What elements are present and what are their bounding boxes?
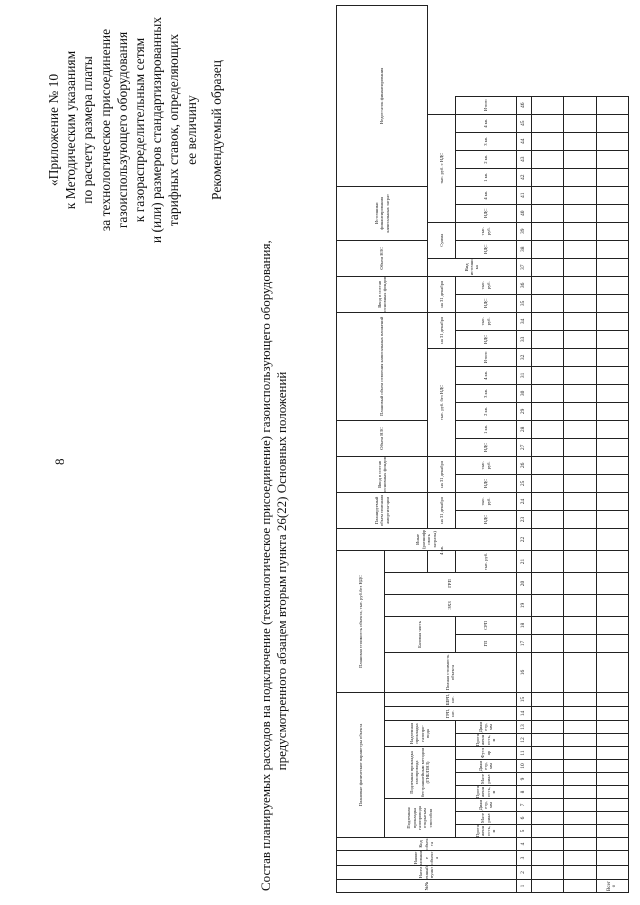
table-row (596, 6, 628, 893)
column-number: 22 (516, 528, 531, 550)
page-number: 8 (52, 458, 67, 465)
header-other: Иные (расшифровать затраты) (337, 528, 517, 550)
appendix-line: за технологическое присоединение (97, 28, 113, 232)
header-diameter: Диаметр, мм (455, 760, 516, 773)
header-above-ground: Надземная прокладка газопро-вода (384, 721, 455, 747)
header-sources: Источники финансирования капитальных затрат (337, 186, 428, 240)
header-diameter: Диаметр, мм (455, 721, 516, 734)
column-number: 12 (516, 734, 531, 747)
header-amortization: Планируемый объем списания амортиза-ции (337, 492, 428, 528)
header-vat: НДС (455, 438, 516, 456)
header-length: Протяженность, м (455, 825, 516, 838)
header-4q: 4 кв. (455, 186, 516, 204)
column-number: 26 (516, 456, 531, 474)
header-financing-gap: Недостаток финансирования (337, 6, 428, 187)
header-q2: 2 кв. (455, 150, 516, 168)
column-number: 11 (516, 747, 531, 760)
header-thousand-rub: тыс. руб. (455, 492, 516, 510)
column-number: 1 (516, 880, 531, 893)
header-fin-unit: тыс. руб. с НДС (427, 114, 455, 222)
header-open-trench: Подземная прокладка газопровода открытым способом (384, 799, 455, 838)
header-material: Материал (455, 812, 516, 825)
column-number: 45 (516, 114, 531, 132)
header-vat: НДС (455, 204, 516, 222)
header-thousand-rub: тыс. руб. (455, 276, 516, 294)
column-number: 41 (516, 186, 531, 204)
column-number: 24 (516, 492, 531, 510)
table-row (564, 6, 596, 893)
header-grp-short: ГРП (384, 573, 516, 595)
column-number: 8 (516, 786, 531, 799)
header-vat: НДС (455, 240, 516, 258)
header-shrp-count: ШРП, шт. (384, 693, 516, 707)
appendix-line: «Приложение № 10 (46, 73, 61, 187)
header-q3: 3 кв. (455, 132, 516, 150)
column-number: 7 (516, 799, 531, 812)
header-nzs-volume: Объем НЗС (337, 420, 428, 456)
column-number: 17 (516, 635, 531, 653)
title-line: предусмотренного абзацем вторым пункта 26(22) Основных положений (274, 371, 289, 771)
appendix-block (45, 10, 225, 250)
header-q3: 3 кв. (455, 384, 516, 402)
header-vat: НДС (455, 294, 516, 312)
header-dec31-d: на 31 декабря (427, 276, 455, 312)
column-number: 46 (516, 96, 531, 114)
column-number: 6 (516, 812, 531, 825)
header-trenchless: Подземная прокладка газопровода бестраншейным методом (ГНБ/ПНЗ) (384, 747, 455, 799)
header-base-part: Базовая часть (384, 617, 455, 653)
header-nzs-volume-2: Объем НЗС (337, 240, 428, 276)
column-number: 39 (516, 222, 531, 240)
column-number: 33 (516, 330, 531, 348)
header-4q: 4 кв. (427, 528, 455, 572)
header-q4: 4 кв. (455, 114, 516, 132)
header-q1: 1 кв. (455, 420, 516, 438)
header-total: Итого (455, 96, 516, 114)
column-number: 13 (516, 721, 531, 734)
header-dec31-c: на 31 декабря (427, 312, 455, 348)
column-number: 35 (516, 294, 531, 312)
column-number: 9 (516, 773, 531, 786)
column-number: 14 (516, 707, 531, 721)
header-grp-count: ГРП, шт. (384, 707, 516, 721)
header-source-type: Вид источника (427, 258, 516, 276)
header-number: №№ (337, 880, 517, 893)
header-material: Материал (455, 773, 516, 786)
column-number: 37 (516, 258, 531, 276)
column-number: 43 (516, 150, 531, 168)
column-number: 20 (516, 573, 531, 595)
column-number: 30 (516, 384, 531, 402)
column-number: 31 (516, 366, 531, 384)
appendix-line: к Методическим указаниям (63, 50, 79, 210)
header-dec31-b: на 31 декабря (427, 456, 455, 492)
header-settlement: Населенный пункт (337, 866, 517, 880)
header-q2: 2 кв. (455, 402, 516, 420)
header-sum: Сумма (427, 222, 455, 258)
table-title (258, 240, 290, 891)
header-length: Протяженность, м (455, 786, 516, 799)
header-thousand-rub: тыс. руб. (455, 312, 516, 330)
sample-label: Рекомендуемый образец (208, 60, 224, 201)
appendix-line: по расчету размера платы (80, 56, 96, 204)
title-line: Состав планируемых расходов на подключение (технологическое присоединение) газоиспользующего оборудования, (258, 240, 273, 891)
column-number: 10 (516, 760, 531, 773)
header-capex: Плановый объем освоения капитальных вложений (337, 312, 428, 420)
appendix-line: и (или) размеров стандартизированных (149, 16, 165, 244)
column-number: 23 (516, 510, 531, 528)
header-vat: НДС (455, 474, 516, 492)
column-number: 15 (516, 693, 531, 707)
column-number: 29 (516, 402, 531, 420)
column-number: 28 (516, 420, 531, 438)
header-capex-unit: тыс. руб. без НДС (427, 348, 455, 456)
header-q1: 1 кв. (455, 168, 516, 186)
column-number: 16 (516, 653, 531, 693)
column-number: 34 (516, 312, 531, 330)
header-total: Итого (455, 348, 516, 366)
column-number: 3 (516, 851, 531, 866)
header-thousand-rub: тыс. руб. (455, 456, 516, 474)
column-number: 21 (516, 550, 531, 572)
header-plan-cost: Плановая стоимость объекта, тыс. руб.без НДС (337, 550, 385, 692)
header-object-code: Код объекта (337, 838, 517, 851)
header-diameter: Диаметр, мм (455, 799, 516, 812)
header-thousand-rub: тыс. руб. (455, 550, 516, 572)
column-number: 38 (516, 240, 531, 258)
column-number: 42 (516, 168, 531, 186)
header-total-cost: Полная стоимость объекта (384, 653, 516, 693)
header-dec31: на 31 декабря (427, 492, 455, 528)
column-number: 18 (516, 617, 531, 635)
header-vat: НДС (455, 330, 516, 348)
table-row (531, 6, 563, 893)
header-ehz: ЭХЗ (384, 595, 516, 617)
total-label: Всего (596, 880, 628, 893)
header-srp: СРП (455, 617, 516, 635)
appendix-line: тарифных ставок, определяющих (166, 33, 182, 227)
header-input-fixed-assets: Ввод в состав основных фондов (337, 456, 428, 492)
header-q4: 4 кв. (455, 366, 516, 384)
appendix-line: к газораспределительным сетям (132, 37, 148, 223)
appendix-line: ее величину (183, 95, 199, 165)
column-number: 5 (516, 825, 531, 838)
column-number: 36 (516, 276, 531, 294)
column-number: 25 (516, 474, 531, 492)
column-number-row (516, 6, 531, 893)
header-object-name: Наименование объекта (337, 851, 517, 866)
column-number: 4 (516, 838, 531, 851)
column-number: 19 (516, 595, 531, 617)
header-thousand-rub: тыс. руб. (455, 222, 516, 240)
header-case: Футляр (455, 747, 516, 760)
column-number: 27 (516, 438, 531, 456)
appendix-line: газоиспользующего оборудования (114, 31, 130, 229)
header-physical-params: Плановые физические параметры объекта (337, 693, 385, 838)
column-number: 32 (516, 348, 531, 366)
header-gp: ГП (455, 635, 516, 653)
column-number: 2 (516, 866, 531, 880)
expense-table (336, 5, 629, 893)
header-input-fixed-assets-2: Ввод в состав основных фондов (337, 276, 428, 312)
header-length: Протяженность, м (455, 734, 516, 747)
header-vat: НДС (455, 510, 516, 528)
column-number: 44 (516, 132, 531, 150)
column-number: 40 (516, 204, 531, 222)
